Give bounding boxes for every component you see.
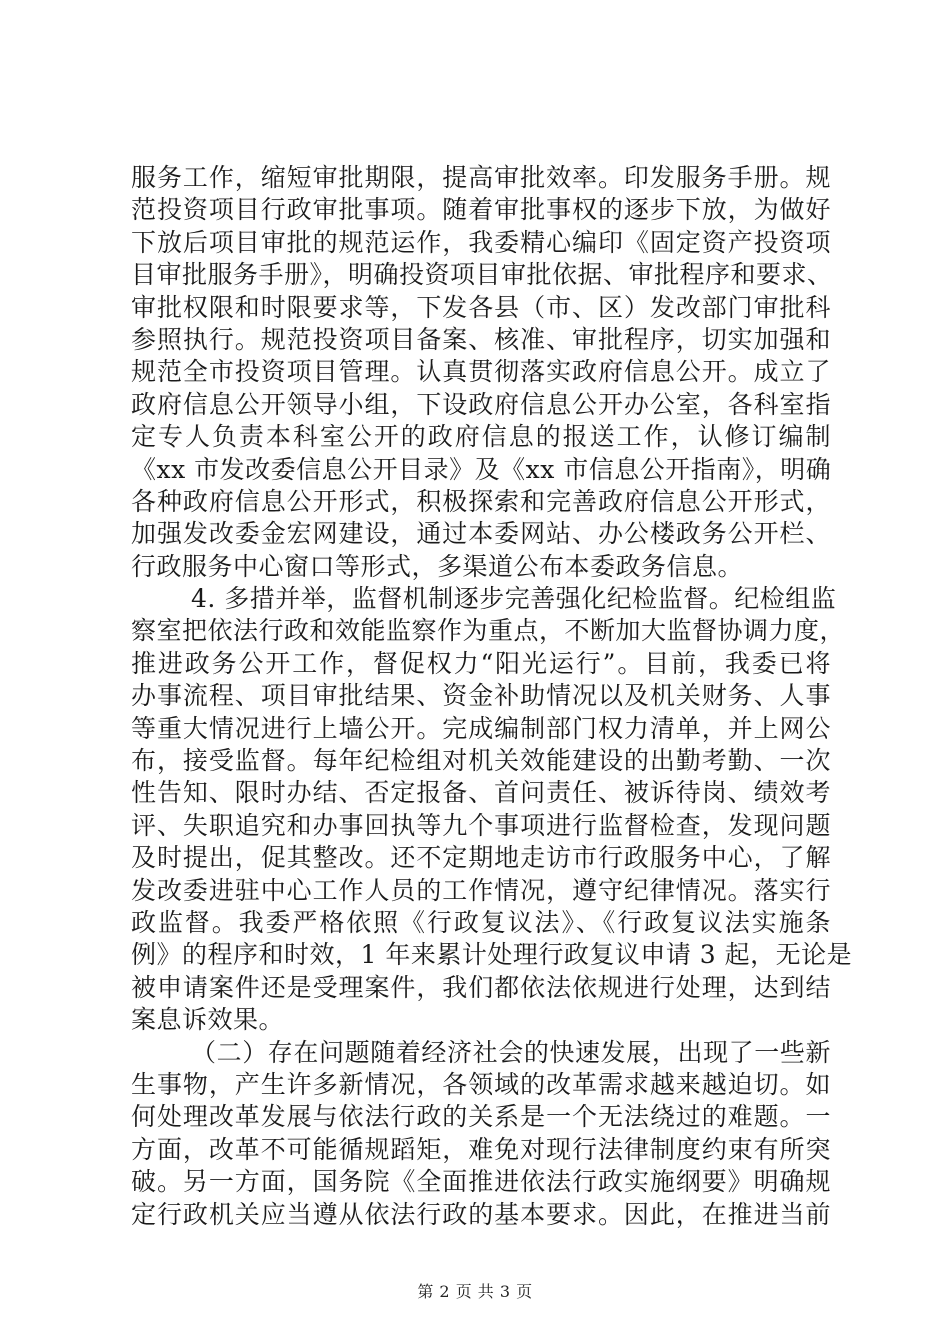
text-line: 何处理改革发展与依法行政的关系是一个无法绕过的难题。一 bbox=[131, 1102, 831, 1132]
text-line: 政府信息公开领导小组，下设政府信息公开办公室，各科室指 bbox=[131, 389, 831, 419]
text-line: 评、失职追究和办事回执等九个事项进行监督检查，发现问题 bbox=[131, 810, 831, 840]
text-line: 布，接受监督。每年纪检组对机关效能建设的出勤考勤、一次 bbox=[131, 746, 831, 776]
paragraph-3 bbox=[131, 1037, 831, 1231]
text-line: 察室把依法行政和效能监察作为重点，不断加大监督协调力度， bbox=[131, 616, 846, 646]
text-line: 服务工作，缩短审批期限，提高审批效率。印发服务手册。规 bbox=[131, 163, 831, 192]
text-line: 性告知、限时办结、否定报备、首问责任、被诉待岗、绩效考 bbox=[131, 778, 831, 808]
text-line: 案息诉效果。 bbox=[131, 1005, 285, 1035]
text-line: 规范全市投资项目管理。认真贯彻落实政府信息公开。成立了 bbox=[131, 357, 831, 387]
text-line: 行政服务中心窗口等形式，多渠道公布本委政务信息。 bbox=[131, 551, 744, 581]
text-line: 及时提出，促其整改。还不定期地走访市行政服务中心，了解 bbox=[131, 843, 831, 873]
text-line: 政监督。我委严格依照《行政复议法》、《行政复议法实施条 bbox=[131, 907, 831, 937]
text-line: 办事流程、项目审批结果、资金补助情况以及机关财务、人事 bbox=[131, 681, 831, 711]
text-line: 生事物，产生许多新情况，各领域的改革需求越来越迫切。如 bbox=[131, 1069, 831, 1099]
text-line: 各种政府信息公开形式，积极探索和完善政府信息公开形式， bbox=[131, 486, 831, 516]
text-line: 加强发改委金宏网建设，通过本委网站、办公楼政务公开栏、 bbox=[131, 519, 831, 549]
text-line: 推进政务公开工作，督促权力“阳光运行”。目前，我委已将 bbox=[131, 648, 831, 678]
document-body bbox=[131, 162, 853, 1231]
text-line: 参照执行。规范投资项目备案、核准、审批程序，切实加强和 bbox=[131, 324, 831, 354]
text-line: 发改委进驻中心工作人员的工作情况，遵守纪律情况。落实行 bbox=[131, 875, 831, 905]
text-line: 下放后项目审批的规范运作，我委精心编印《固定资产投资项 bbox=[131, 227, 831, 257]
text-line: 《xx 市发改委信息公开目录》及《xx 市信息公开指南》，明确 bbox=[131, 454, 832, 484]
paragraph-1 bbox=[131, 162, 831, 583]
text-line: 4. 多措并举，监督机制逐步完善强化纪检监督。纪检组监 bbox=[191, 584, 837, 614]
paragraph-2 bbox=[131, 583, 853, 1036]
text-line: 破。另一方面，国务院《全面推进依法行政实施纲要》明确规 bbox=[131, 1167, 831, 1197]
text-line: 等重大情况进行上墙公开。完成编制部门权力清单，并上网公 bbox=[131, 713, 831, 743]
text-line: 例》的程序和时效，1 年来累计处理行政复议申请 3 起，无论是 bbox=[131, 940, 853, 970]
text-line: 目审批服务手册》，明确投资项目审批依据、审批程序和要求、 bbox=[131, 260, 833, 290]
text-line: 方面，改革不可能循规蹈矩，难免对现行法律制度约束有所突 bbox=[131, 1134, 831, 1164]
text-line: 范投资项目行政审批事项。随着审批事权的逐步下放，为做好 bbox=[131, 195, 831, 225]
text-line: 定专人负责本科室公开的政府信息的报送工作，认修订编制 bbox=[131, 422, 831, 452]
text-line: 审批权限和时限要求等，下发各县（市、区）发改部门审批科 bbox=[131, 292, 831, 322]
page-footer bbox=[0, 1279, 950, 1302]
text-line: 定行政机关应当遵从依法行政的基本要求。因此，在推进当前 bbox=[131, 1199, 831, 1229]
page-number: 第 2 页 共 3 页 bbox=[417, 1282, 533, 1301]
text-line: 被申请案件还是受理案件，我们都依法依规进行处理，达到结 bbox=[131, 972, 831, 1002]
text-line: （二）存在问题随着经济社会的快速发展，出现了一些新 bbox=[191, 1037, 831, 1067]
